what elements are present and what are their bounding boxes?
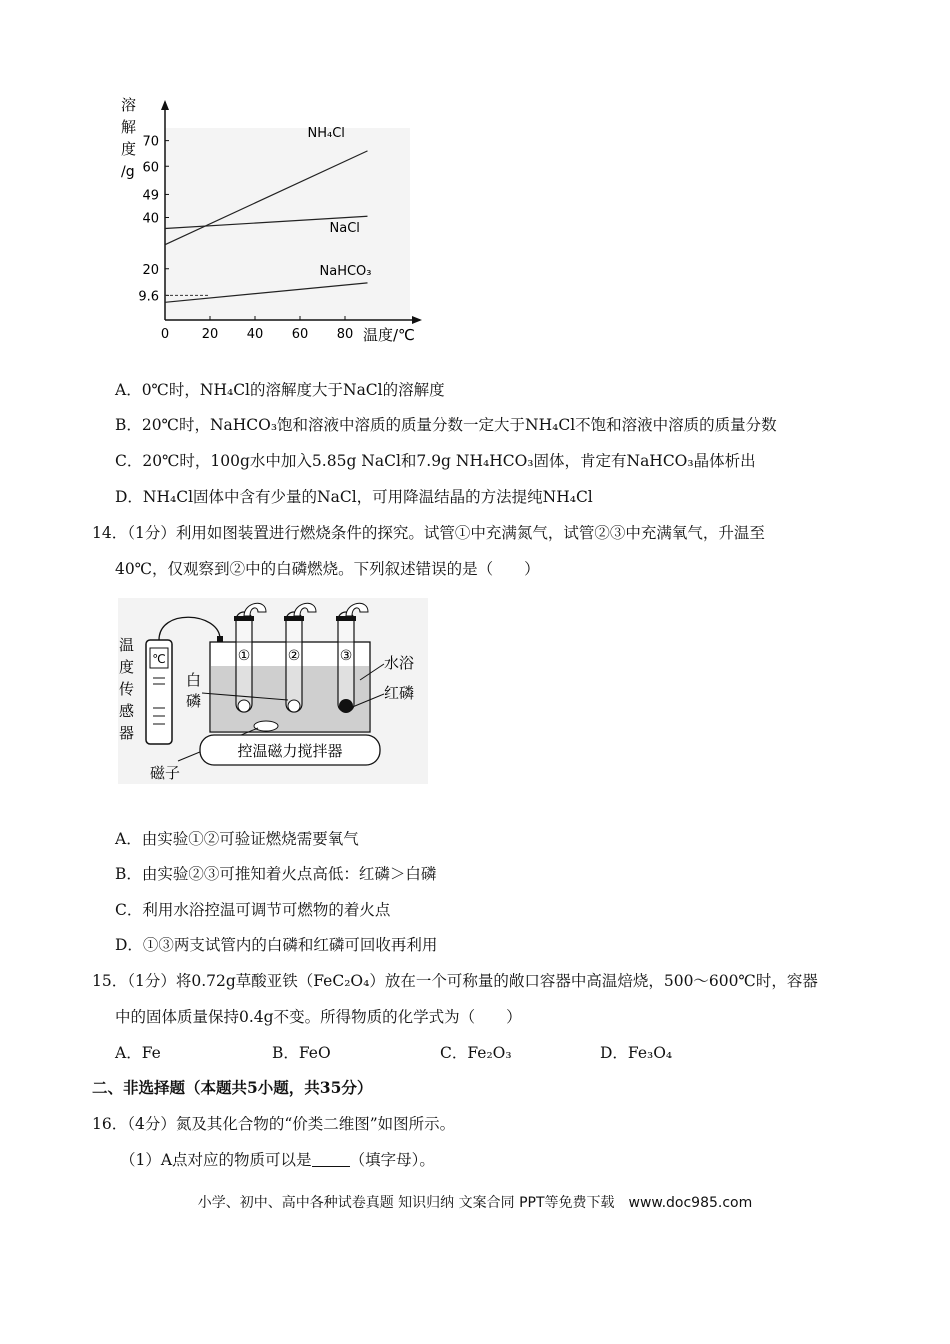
series-label-3: NaHCO₃ xyxy=(319,263,372,279)
water-bath-label: 水浴 xyxy=(384,654,415,672)
red-phosphorus xyxy=(339,699,353,713)
page-footer: 小学、初中、高中各种试卷真题 知识归纳 文案合同 PPT等免费下载 www.doc985.com xyxy=(197,1195,753,1211)
q15-stem-line2: 中的固体质量保持0.4g不变。所得物质的化学式为（ ） xyxy=(115,1008,522,1026)
magnet-label: 磁子 xyxy=(150,764,181,782)
q15-option-a[interactable]: A．Fe xyxy=(115,1044,161,1062)
q13-option-a[interactable]: A．0℃时，NH₄Cl的溶解度大于NaCl的溶解度 xyxy=(115,381,445,399)
q13-option-b[interactable]: B．20℃时，NaHCO₃饱和溶液中溶质的质量分数一定大于NH₄Cl不饱和溶液中溶质的质量分数 xyxy=(115,416,777,434)
q16-sub1 xyxy=(120,1150,435,1170)
white-phosphorus-1 xyxy=(238,700,250,712)
y-axis-label-char: 度 xyxy=(121,140,137,158)
q16-sub1-text-after: （填字母）。 xyxy=(349,1151,435,1169)
chart-plot-background xyxy=(165,125,410,320)
y-axis-label-unit: /g xyxy=(121,164,135,180)
answer-blank[interactable] xyxy=(312,1152,350,1167)
y-tick-label: 40 xyxy=(142,211,159,227)
series-label-2: NaCl xyxy=(329,221,360,237)
y-axis-label-char: 溶 xyxy=(121,96,137,114)
q16-stem: 16．（4分）氮及其化合物的“价类二维图”如图所示。 xyxy=(92,1115,456,1133)
q14-option-c[interactable]: C．利用水浴控温可调节可燃物的着火点 xyxy=(115,901,391,919)
q14-stem-line2: 40℃，仅观察到②中的白磷燃烧。下列叙述错误的是（ ） xyxy=(115,560,540,578)
q15-option-d[interactable]: D．Fe₃O₄ xyxy=(600,1044,673,1062)
sensor-label-vertical xyxy=(119,636,134,742)
stirrer-label: 控温磁力搅拌器 xyxy=(237,742,343,760)
tube-number-3: ③ xyxy=(339,648,353,664)
white-phosphorus-label-1: 白 xyxy=(186,671,202,689)
white-phosphorus-label-2: 磷 xyxy=(186,692,202,710)
x-axis-label: 温度/℃ xyxy=(363,326,415,344)
solubility-chart xyxy=(115,90,435,350)
q15-option-c[interactable]: C．Fe₂O₃ xyxy=(440,1044,512,1062)
combustion-apparatus-figure xyxy=(118,598,428,784)
x-axis-arrow xyxy=(412,316,422,324)
q14-option-b[interactable]: B．由实验②③可推知着火点高低：红磷＞白磷 xyxy=(115,865,437,883)
q14-option-a[interactable]: A．由实验①②可验证燃烧需要氧气 xyxy=(115,830,359,848)
sensor-display-unit: ℃ xyxy=(152,652,166,666)
series-label-1: NH₄Cl xyxy=(307,125,345,141)
test-tube-stopper-1 xyxy=(234,616,254,621)
tube-number-2: ② xyxy=(287,648,301,664)
y-axis-label-char: 解 xyxy=(121,118,137,136)
y-tick-label: 70 xyxy=(142,134,159,150)
test-tube-stopper-2 xyxy=(284,616,304,621)
x-tick-label: 80 xyxy=(336,327,354,342)
tube-number-1: ① xyxy=(237,648,251,664)
x-tick-label: 60 xyxy=(291,327,309,342)
q15-stem-line1: 15．（1分）将0.72g草酸亚铁（FeC₂O₄）放在一个可称量的敞口容器中高温焙烧，500～600℃时，容器 xyxy=(92,972,818,990)
y-axis-arrow xyxy=(161,100,169,110)
q16-sub1-text: （1）A点对应的物质可以是 xyxy=(120,1151,312,1169)
q13-option-c[interactable]: C．20℃时，100g水中加入5.85g NaCl和7.9g NH₄HCO₃固体，肯定有NaHCO₃晶体析出 xyxy=(115,452,756,470)
red-phosphorus-label: 红磷 xyxy=(384,684,415,702)
q13-option-d[interactable]: D．NH₄Cl固体中含有少量的NaCl，可用降温结晶的方法提纯NH₄Cl xyxy=(115,488,593,506)
section-heading: 二、非选择题（本题共5小题，共35分） xyxy=(92,1078,373,1097)
y-tick-label: 9.6 xyxy=(138,289,159,305)
y-tick-label: 20 xyxy=(142,262,159,278)
y-tick-label: 49 xyxy=(142,188,159,204)
test-tube-stopper-3 xyxy=(336,616,356,621)
x-tick-label: 0 xyxy=(160,327,170,342)
x-tick-label: 20 xyxy=(201,327,219,342)
white-phosphorus-2 xyxy=(288,700,300,712)
sensor-label-text: 温度传感器 xyxy=(119,636,135,742)
y-tick-label: 60 xyxy=(142,160,159,176)
q14-option-d[interactable]: D．①③两支试管内的白磷和红磷可回收再利用 xyxy=(115,936,438,954)
q14-stem-line1: 14．（1分）利用如图装置进行燃烧条件的探究。试管①中充满氮气，试管②③中充满氧气，升温至 xyxy=(92,524,765,542)
q15-option-b[interactable]: B．FeO xyxy=(272,1044,331,1062)
x-tick-label: 40 xyxy=(246,327,264,342)
magnet-stirrer-bar xyxy=(254,721,278,731)
